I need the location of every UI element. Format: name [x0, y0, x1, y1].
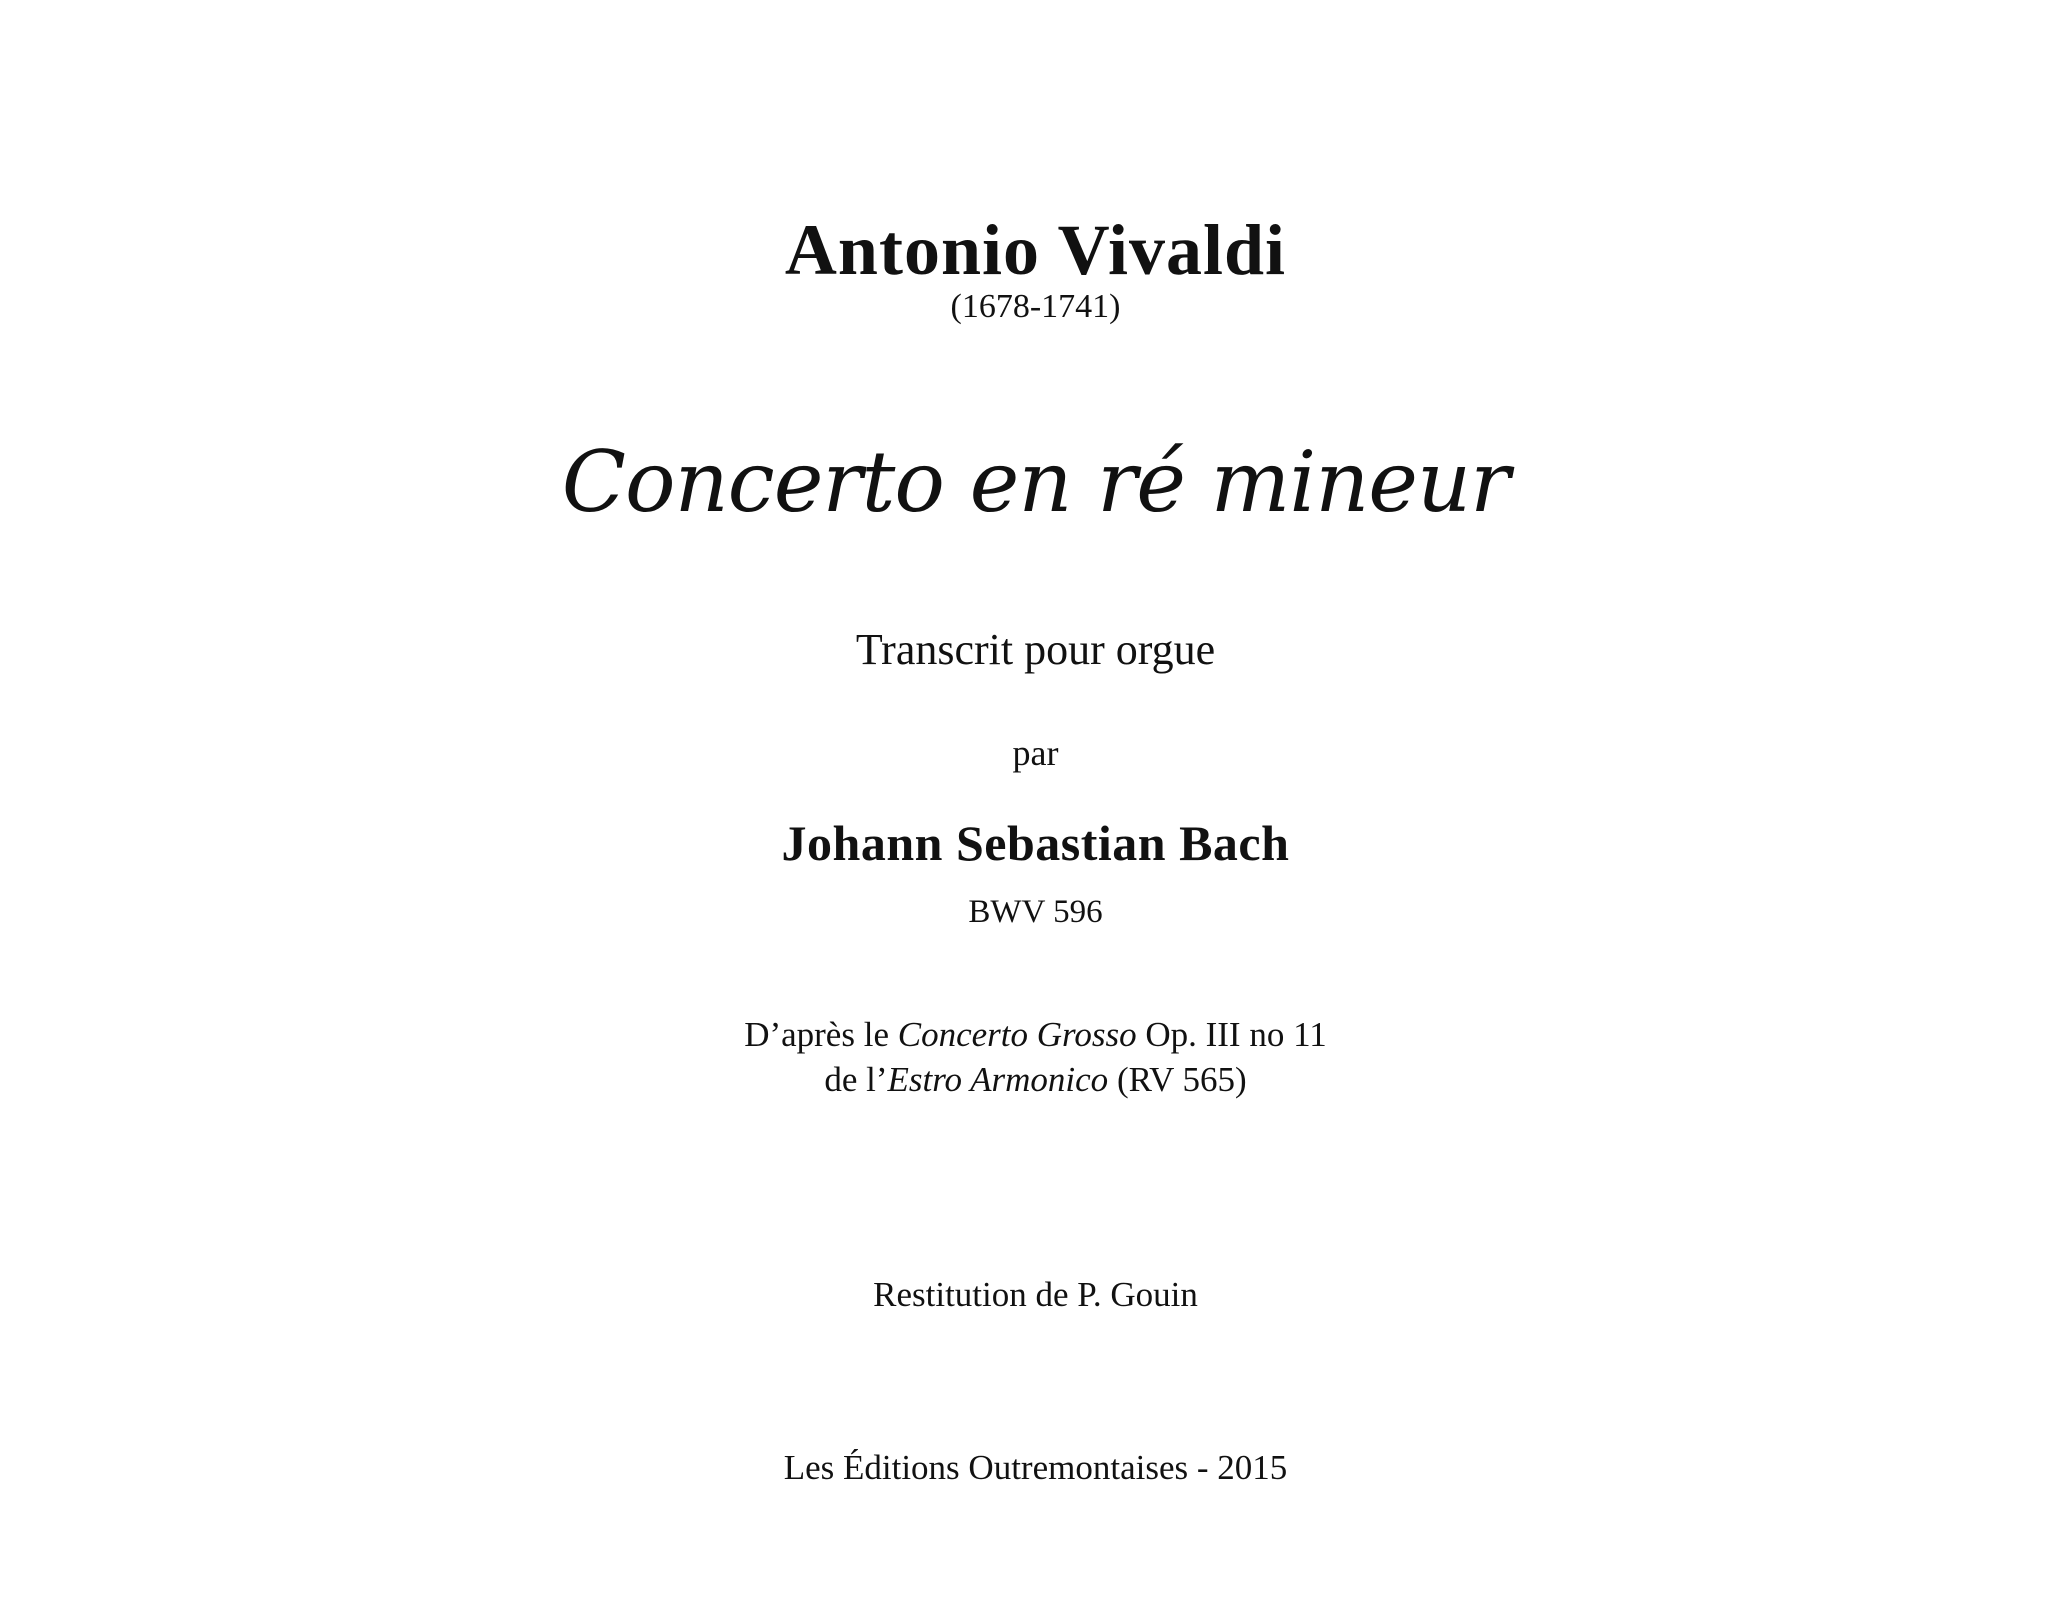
source-collection-title: Estro Armonico: [887, 1060, 1109, 1099]
transcription-note: Transcrit pour orgue: [855, 625, 1216, 674]
arranger-name: Johann Sebastian Bach: [781, 815, 1290, 871]
by-label: par: [1012, 733, 1059, 773]
composer-dates: (1678-1741): [950, 288, 1121, 325]
source-line-1: [0, 1017, 2071, 1052]
catalog-number: BWV 596: [968, 894, 1103, 930]
publisher-line: Les Éditions Outremontaises - 2015: [783, 1448, 1288, 1487]
source-line-1-suffix: Op. III no 11: [1136, 1015, 1327, 1054]
composer-name: Antonio Vivaldi: [784, 210, 1287, 290]
source-line-2: [0, 1062, 2071, 1097]
restitution-credit: Restitution de P. Gouin: [873, 1275, 1198, 1314]
source-line-2-suffix: (RV 565): [1108, 1060, 1247, 1099]
source-line-1-prefix: D’après le: [744, 1015, 898, 1054]
source-work-title: Concerto Grosso: [897, 1015, 1137, 1054]
work-title: Concerto en ré mineur: [561, 433, 1510, 531]
source-line-2-prefix: de l’: [824, 1060, 888, 1099]
